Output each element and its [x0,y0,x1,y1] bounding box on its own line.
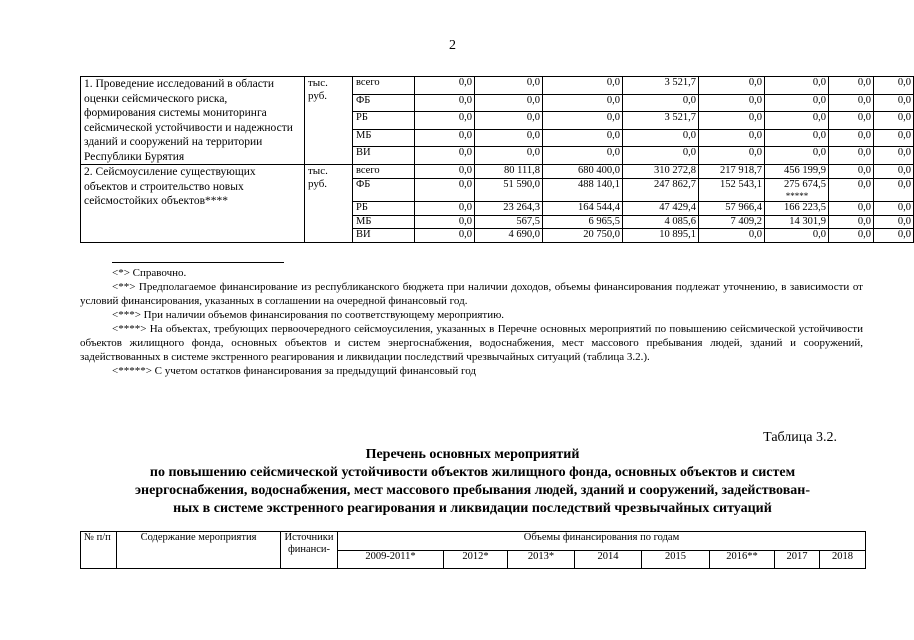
value-cell [475,165,543,179]
title-line: энергоснабжения, водоснабжения, мест массового пребывания людей, зданий и сооружений, задействован- [134,483,810,498]
value-cell [829,112,874,130]
value-cell [543,178,623,202]
value-text: 0,0 [606,94,620,106]
value-text: 4 085,6 [664,215,696,227]
header-year: 2017 [775,550,820,569]
value-cell [765,129,829,147]
value-text: 0,0 [812,147,826,159]
value-cell [623,147,699,165]
value-cell [829,178,874,202]
value-cell [623,202,699,216]
header-year: 2018 [820,550,866,569]
value-text: 0,0 [897,215,911,227]
value-note: ***** [785,191,809,201]
measure-description: 2. Сейсмоусиление существующих объектов и строительство новых сейсмостойких объектов**** [81,165,305,243]
source-cell: МБ [353,129,415,147]
source-cell: всего [353,165,415,179]
value-cell [543,112,623,130]
value-cell [623,165,699,179]
value-cell [475,178,543,202]
value-cell [415,165,475,179]
header-year: 2009-2011* [338,550,444,569]
value-text: 51 590,0 [503,178,540,190]
value-cell [874,215,914,229]
value-cell [623,215,699,229]
value-text: 0,0 [748,77,762,88]
value-cell [765,147,829,165]
footnote: <*****> С учетом остатков финансирования за предыдущий финансовый год [112,365,476,377]
value-cell [623,94,699,112]
value-cell [874,94,914,112]
value-cell [829,202,874,216]
value-text: 0,0 [897,165,911,176]
footnote: <**> Предполагаемое финансирование из республиканского бюджета при наличии доходов, объемы финансирования подлежат уточнению, в зависимости от условий финансирования, указанных в соглашении на очередной финансовый год. [80,281,863,307]
value-cell [765,94,829,112]
value-text: 0,0 [526,94,540,106]
value-cell [543,94,623,112]
footnote: <*> Справочно. [112,267,187,279]
value-text: 47 429,4 [659,202,696,213]
value-cell [699,178,765,202]
value-cell [874,202,914,216]
footnote-separator [112,262,284,263]
value-text: 0,0 [748,94,762,106]
value-cell [475,94,543,112]
value-cell [765,215,829,229]
value-text: 0,0 [682,147,696,159]
header-volumes: Объемы финансирования по годам [338,532,866,551]
footnotes [80,266,863,378]
title-line: по повышению сейсмической устойчивости объектов жилищного фонда, основных объектов и систем [149,465,796,480]
value-text: 3 521,7 [664,112,696,124]
value-cell [475,112,543,130]
value-cell [415,215,475,229]
value-text: 0,0 [812,94,826,106]
value-text: 567,5 [516,215,540,227]
value-cell [415,129,475,147]
value-text: 7 409,2 [730,215,762,227]
value-cell [543,202,623,216]
value-text: 0,0 [458,77,472,88]
source-cell: ВИ [353,229,415,243]
header-content: Содержание мероприятия [117,532,281,569]
value-text: 3 521,7 [664,77,696,88]
value-text: 0,0 [458,129,472,141]
value-cell [543,165,623,179]
value-cell [699,112,765,130]
value-text: 0,0 [748,147,762,159]
value-cell [829,147,874,165]
title-line: ных в системе экстренного реагирования и ликвидации последствий чрезвычайных ситуаций [173,501,772,516]
value-text: 217 918,7 [720,165,762,176]
value-text: 0,0 [606,129,620,141]
value-cell [699,147,765,165]
page-number: 2 [449,38,456,53]
value-cell [829,77,874,95]
value-cell [543,77,623,95]
value-text: 166 223,5 [784,202,826,213]
value-text: 0,0 [526,147,540,159]
value-text: 0,0 [458,94,472,106]
value-text: 0,0 [748,112,762,124]
value-cell [829,215,874,229]
header-year: 2014 [575,550,642,569]
value-text: 0,0 [458,215,472,227]
value-text: 0,0 [897,112,911,124]
value-text: 0,0 [857,94,871,106]
footnote: <****> На объектах, требующих первоочередного сейсмоусиления, указанных в Перечне основных мероприятий по повышению сейсмической устойчивости объектов жилищного фонда, основных объектов и систем энергоснабжения, водоснабжения, мест массового пребывания людей, зданий и сооружений, задействованных в системе экстренного реагирования и ликвидации последствий чрезвычайных ситуаций (таблица 3.2.). [80,323,863,363]
value-cell [874,77,914,95]
table-row [81,77,914,95]
value-cell [475,77,543,95]
value-cell [874,229,914,243]
value-text: 0,0 [812,129,826,141]
value-text: 0,0 [857,229,871,240]
value-cell [874,165,914,179]
value-text: 0,0 [857,202,871,213]
table-title [80,446,865,518]
value-cell [874,147,914,165]
value-text: 0,0 [857,129,871,141]
value-cell [415,112,475,130]
source-cell: РБ [353,202,415,216]
header-number: № п/п [81,532,117,569]
value-text: 247 862,7 [654,178,696,190]
value-text: 0,0 [897,229,911,240]
value-cell [543,215,623,229]
value-cell [874,178,914,202]
value-text: 14 301,9 [789,215,826,227]
value-text: 456 199,9 [784,165,826,176]
value-text: 0,0 [897,147,911,159]
footnote: <***> При наличии объемов финансирования по соответствующему мероприятию. [112,309,505,321]
value-text: 164 544,4 [578,202,620,213]
header-year: 2015 [642,550,710,569]
value-text: 57 966,4 [725,202,762,213]
value-cell [415,94,475,112]
value-cell [699,94,765,112]
value-text: 0,0 [458,165,472,176]
value-cell [699,215,765,229]
value-cell [829,229,874,243]
value-text: 0,0 [458,229,472,240]
value-cell [623,229,699,243]
value-cell [699,202,765,216]
value-cell [829,94,874,112]
value-text: 20 750,0 [583,229,620,240]
value-text: 0,0 [606,112,620,124]
header-year: 2013* [508,550,575,569]
value-text: 0,0 [812,77,826,88]
value-text: 0,0 [682,94,696,106]
value-text: 0,0 [857,77,871,88]
value-text: 0,0 [748,229,762,240]
value-text: 0,0 [458,112,472,124]
value-text: 10 895,1 [659,229,696,240]
value-cell [699,129,765,147]
unit-cell: тыс. руб. [305,77,353,165]
source-cell: всего [353,77,415,95]
table-row [81,165,914,179]
funding-table [80,76,914,243]
value-text: 0,0 [897,94,911,106]
value-cell [765,202,829,216]
value-cell [874,129,914,147]
source-cell: ВИ [353,147,415,165]
value-cell [765,77,829,95]
value-cell [543,147,623,165]
value-cell [623,112,699,130]
value-text: 152 543,1 [720,178,762,190]
value-cell [765,229,829,243]
value-text: 0,0 [897,77,911,88]
value-text: 0,0 [857,178,871,190]
value-cell [415,147,475,165]
value-text: 680 400,0 [578,165,620,176]
value-cell [623,129,699,147]
value-cell [623,77,699,95]
value-cell [543,129,623,147]
value-text: 0,0 [458,178,472,190]
value-cell [475,215,543,229]
value-text: 0,0 [526,112,540,124]
value-cell [829,165,874,179]
value-text: 0,0 [857,215,871,227]
value-cell [415,178,475,202]
value-cell [699,165,765,179]
value-cell [765,112,829,130]
header-year: 2012* [444,550,508,569]
value-text: 0,0 [897,129,911,141]
value-text: 0,0 [748,129,762,141]
value-cell [765,165,829,179]
value-cell [623,178,699,202]
table-label: Таблица 3.2. [763,430,837,445]
measure-description: 1. Проведение исследований в области оценки сейсмического риска, формирования системы мониторинга сейсмической устойчивости и надежности зданий и сооружений на территории Республики Бурятия [81,77,305,165]
value-text: 0,0 [526,129,540,141]
value-cell [699,77,765,95]
value-text: 0,0 [458,147,472,159]
value-cell [415,77,475,95]
value-cell [415,229,475,243]
value-text: 4 690,0 [508,229,540,240]
source-cell: ФБ [353,178,415,202]
value-cell [699,229,765,243]
unit-cell: тыс. руб. [305,165,353,243]
value-text: 23 264,3 [503,202,540,213]
value-text: 0,0 [897,178,911,190]
value-text: 0,0 [812,112,826,124]
value-text: 0,0 [812,229,826,240]
title-line: Перечень основных мероприятий [365,447,580,462]
value-text: 0,0 [857,165,871,176]
source-cell: РБ [353,112,415,130]
value-text: 0,0 [526,77,540,88]
value-text: 275 674,5 [784,178,826,190]
value-text: 488 140,1 [578,178,620,190]
value-cell [475,129,543,147]
value-cell [765,178,829,202]
value-cell [475,147,543,165]
value-cell [829,129,874,147]
header-year: 2016** [710,550,775,569]
value-cell [475,229,543,243]
value-text: 310 272,8 [654,165,696,176]
header-source: Источники финанси- [281,532,338,569]
value-text: 0,0 [857,147,871,159]
value-cell [543,229,623,243]
value-cell [874,112,914,130]
value-text: 0,0 [857,112,871,124]
source-cell: ФБ [353,94,415,112]
value-cell [475,202,543,216]
measures-table-header [80,531,866,569]
value-cell [415,202,475,216]
value-text: 6 965,5 [588,215,620,227]
value-text: 80 111,8 [504,165,540,176]
value-text: 0,0 [682,129,696,141]
source-cell: МБ [353,215,415,229]
value-text: 0,0 [606,147,620,159]
value-text: 0,0 [606,77,620,88]
value-text: 0,0 [458,202,472,213]
value-text: 0,0 [897,202,911,213]
